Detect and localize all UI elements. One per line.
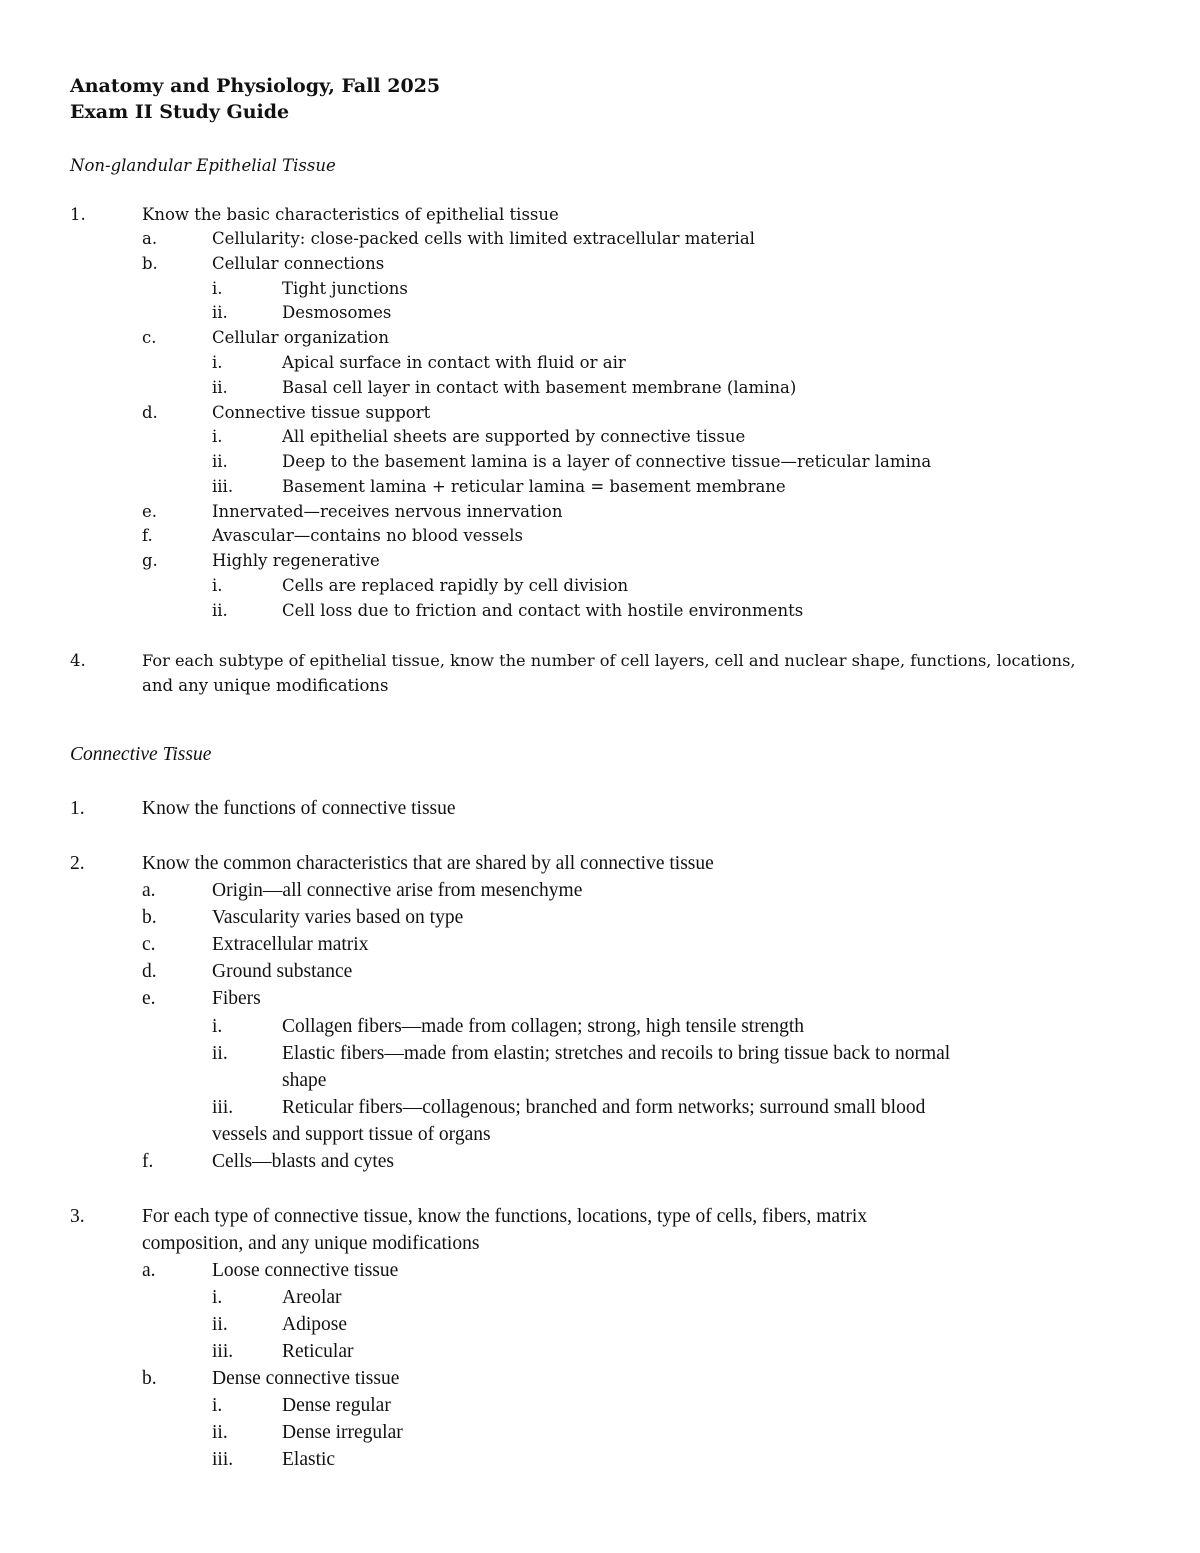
list-marker: ii. [212, 378, 228, 397]
list-marker: i. [212, 353, 223, 372]
document-subtitle: Exam II Study Guide [70, 101, 290, 123]
list-text: For each subtype of epithelial tissue, know the number of cell layers, cell and nuclear shape, functions, locations, [142, 651, 1076, 670]
list-marker: b. [142, 907, 157, 928]
list-marker: e. [142, 502, 158, 521]
list-text: Elastic [282, 1449, 336, 1470]
list-marker: iii. [212, 1449, 234, 1470]
list-marker: e. [142, 988, 156, 1009]
list-marker: ii. [212, 601, 228, 620]
list-marker: ii. [212, 1422, 228, 1443]
list-text: Loose connective tissue [212, 1260, 399, 1281]
document-title: Anatomy and Physiology, Fall 2025 [70, 75, 441, 97]
list-text: Origin—all connective arise from mesenchyme [212, 880, 583, 901]
list-marker: f. [142, 526, 153, 545]
list-text: shape [282, 1070, 327, 1091]
list-text: Dense irregular [282, 1422, 403, 1443]
list-marker: iii. [212, 477, 234, 496]
list-text: Dense regular [282, 1395, 391, 1416]
list-text: Basement lamina + reticular lamina = basement membrane [282, 477, 786, 496]
list-marker: 4. [70, 651, 86, 670]
list-text: Know the functions of connective tissue [142, 798, 456, 819]
list-text: Cells are replaced rapidly by cell division [282, 576, 629, 595]
list-marker: 2. [70, 853, 85, 874]
list-marker: i. [212, 576, 223, 595]
list-text: Highly regenerative [212, 551, 380, 570]
list-marker: i. [212, 427, 223, 446]
list-text: Reticular [282, 1341, 354, 1362]
section-heading-epithelial: Non-glandular Epithelial Tissue [70, 156, 336, 175]
list-marker: b. [142, 1368, 157, 1389]
list-marker: a. [142, 880, 156, 901]
list-marker: i. [212, 1395, 223, 1416]
list-marker: iii. [212, 1341, 234, 1362]
list-text: Cell loss due to friction and contact with hostile environments [282, 601, 804, 620]
list-text: For each type of connective tissue, know the functions, locations, type of cells, fibers, matrix [142, 1206, 868, 1227]
list-marker: 1. [70, 798, 85, 819]
list-marker: i. [212, 1287, 223, 1308]
list-marker: 1. [70, 205, 86, 224]
list-marker: ii. [212, 452, 228, 471]
list-text: Deep to the basement lamina is a layer of connective tissue—reticular lamina [282, 452, 932, 471]
list-text: composition, and any unique modifications [142, 1233, 480, 1254]
list-text: Know the basic characteristics of epithelial tissue [142, 205, 559, 224]
list-marker: iii. [212, 1097, 234, 1118]
list-text: All epithelial sheets are supported by connective tissue [282, 427, 746, 446]
list-text: Elastic fibers—made from elastin; stretches and recoils to bring tissue back to normal [282, 1043, 951, 1064]
list-text: Innervated—receives nervous innervation [212, 502, 563, 521]
section-heading-connective: Connective Tissue [70, 744, 212, 765]
list-marker: a. [142, 229, 158, 248]
list-text: Desmosomes [282, 303, 392, 322]
list-text: and any unique modifications [142, 676, 389, 695]
list-marker: b. [142, 254, 158, 273]
list-marker: ii. [212, 1043, 228, 1064]
list-text: Adipose [282, 1314, 347, 1335]
list-marker: 3. [70, 1206, 85, 1227]
list-text: Know the common characteristics that are shared by all connective tissue [142, 853, 714, 874]
list-text: Areolar [282, 1287, 342, 1308]
list-text: Extracellular matrix [212, 934, 369, 955]
list-text: Basal cell layer in contact with basement membrane (lamina) [282, 378, 797, 397]
list-marker: i. [212, 279, 223, 298]
list-marker: i. [212, 1016, 223, 1037]
list-text: Connective tissue support [212, 403, 431, 422]
list-text: Avascular—contains no blood vessels [212, 526, 523, 545]
list-text: Ground substance [212, 961, 353, 982]
list-marker: d. [142, 403, 158, 422]
list-marker: ii. [212, 303, 228, 322]
list-marker: c. [142, 934, 156, 955]
list-marker: ii. [212, 1314, 228, 1335]
list-marker: c. [142, 328, 157, 347]
list-text: Reticular fibers—collagenous; branched and form networks; surround small blood [282, 1097, 926, 1118]
list-text: Vascularity varies based on type [212, 907, 464, 928]
list-text: Apical surface in contact with fluid or air [282, 353, 626, 372]
list-marker: g. [142, 551, 158, 570]
list-marker: d. [142, 961, 157, 982]
list-text: Dense connective tissue [212, 1368, 400, 1389]
list-text: Cellular connections [212, 254, 385, 273]
list-text: Cellular organization [212, 328, 389, 347]
list-marker: a. [142, 1260, 156, 1281]
list-text: Cells—blasts and cytes [212, 1151, 394, 1172]
list-text: Cellularity: close-packed cells with limited extracellular material [212, 229, 755, 248]
list-text: Collagen fibers—made from collagen; strong, high tensile strength [282, 1016, 805, 1037]
list-text: Fibers [212, 988, 261, 1009]
list-text: Tight junctions [282, 279, 408, 298]
list-text: vessels and support tissue of organs [212, 1124, 491, 1145]
list-marker: f. [142, 1151, 154, 1172]
